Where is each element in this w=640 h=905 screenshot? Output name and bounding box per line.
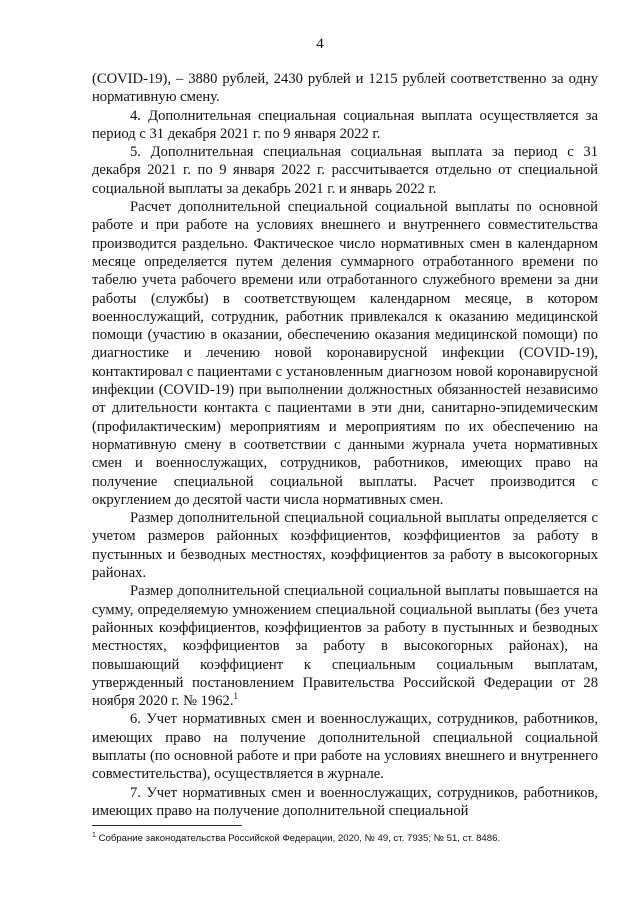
paragraph-increase-coefficient <box>92 582 598 710</box>
document-body <box>92 70 598 820</box>
paragraph-item-7: 7. Учет нормативных смен и военнослужащих, сотрудников, работников, имеющих право на получение дополнительной специальной <box>92 784 598 819</box>
paragraph-item-6: 6. Учет нормативных смен и военнослужащих, сотрудников, работников, имеющих право на получение дополнительной специальной социальной выплаты (по основной работе и при работе на условиях внешнего и внутреннего совместительства), осуществляется в журнале. <box>92 711 598 783</box>
footnote-reference: 1 <box>233 691 239 702</box>
paragraph-increase-coefficient-text: Размер дополнительной специальной социальной выплаты повышается на сумму, определяемую умножением специальной социальной выплаты (без учета районных коэффициентов, коэффициентов за работу в пустынных и безводных местностях, коэффициентов за работу в высокогорных районах), на повышающий коэффициент к специальным социальным выплатам, утвержденный постановлением Правительства Российской Федерации от 28 ноября 2020 г. № 1962. <box>92 583 598 710</box>
footnote-text: Собрание законодательства Российской Федерации, 2020, № 49, ст. 7935; № 51, ст. 8486. <box>98 833 501 844</box>
paragraph-shift-calculation: Расчет дополнительной специальной социальной выплаты по основной работе и при работе на условиях внешнего и внутреннего совместительства производится раздельно. Фактическое число нормативных смен в календарном месяце определяется путем деления суммарного отработанного времени по табелю учета рабочего времени или отработанного служебного времени за дни работы (службы) в соответствующем календарном месяце, в котором военнослужащий, сотрудник, работник привлекался к оказанию медицинской помощи (участию в оказании, обеспечению оказания медицинской помощи) по диагностике и лечению новой коронавирусной инфекции (COVID-19), контактировал с пациентами с установленным диагнозом новой коронавирусной инфекции (COVID-19) при выполнении должностных обязанностей независимо от длительности контакта с пациентами в эти дни, санитарно-эпидемическим (профилактическим) мероприятиям и мероприятиям по их обеспечению на нормативную смену в соответствии с данными журнала учета нормативных смен и военнослужащих, сотрудников, работников, имеющих право на получение специальной социальной выплаты. Расчет производится с округлением до десятой части числа нормативных смен. <box>92 199 598 508</box>
footnote-divider <box>92 825 242 826</box>
footnote <box>92 833 598 845</box>
paragraph-regional-coefficients: Размер дополнительной специальной социальной выплаты определяется с учетом размеров районных коэффициентов, коэффициентов за работу в пустынных и безводных местностях, коэффициентов за работу в высокогорных районах. <box>92 510 598 582</box>
paragraph-item-5: 5. Дополнительная специальная социальная выплата за период с 31 декабря 2021 г. по 9 января 2022 г. рассчитывается отдельно от специальной социальной выплаты за декабрь 2021 г. и январь 2022 г. <box>92 144 598 197</box>
paragraph-continuation: (COVID-19), – 3880 рублей, 2430 рублей и 1215 рублей соответственно за одну нормативную смену. <box>92 71 598 106</box>
page-number: 4 <box>316 36 324 52</box>
footnote-marker: 1 <box>92 831 96 839</box>
paragraph-item-4: 4. Дополнительная специальная социальная выплата осуществляется за период с 31 декабря 2021 г. по 9 января 2022 г. <box>92 107 598 142</box>
